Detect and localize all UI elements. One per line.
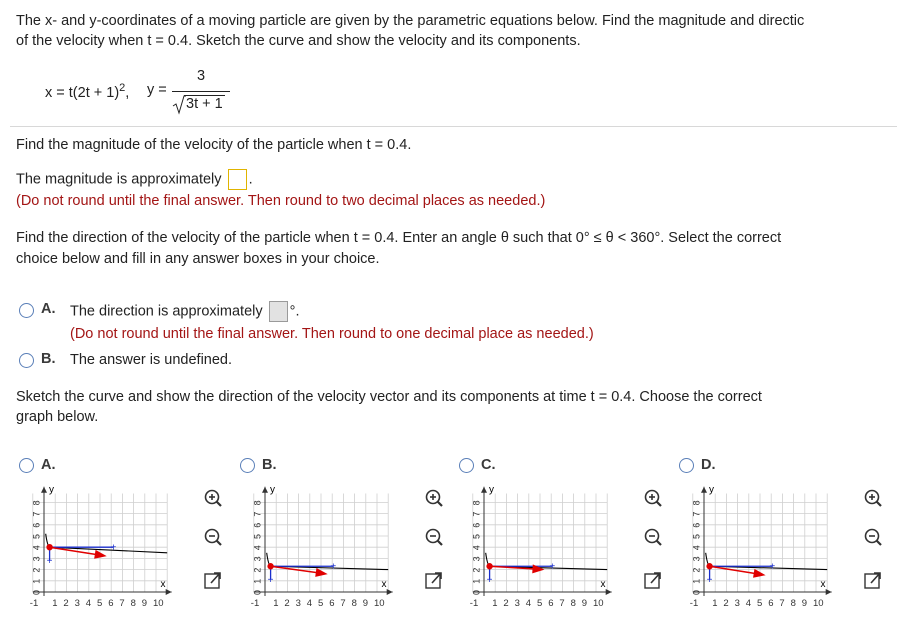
x-tick-label: 9 [141,598,148,609]
magnitude-answer-box[interactable] [228,169,247,190]
y-tick-label: 5 [252,533,263,539]
section-divider [10,126,897,127]
x-tick-label: -1 [29,598,39,609]
q1-prompt: Find the magnitude of the velocity of the particle when t = 0.4. [16,137,412,153]
x-tick-label: 1 [712,598,718,609]
graph-option-c [444,484,624,624]
equation-y-lhs: y = [147,82,167,98]
x-axis-label: x [381,579,387,590]
x-tick-label: 3 [734,598,740,609]
y-axis-label: y [709,484,714,496]
svg-text:+: + [267,575,274,587]
x-tick-label: 7 [119,598,125,609]
y-tick-label: 1 [31,578,42,584]
y-tick-label: 5 [691,533,702,539]
q3-prompt-line-2: graph below. [16,409,99,425]
graph-option-d-letter: D. [701,457,716,473]
x-tick-label: 5 [318,598,324,609]
q2-prompt-line-2: choice below and fill in any answer boxes in your choice. [16,251,380,267]
x-tick-label: 2 [503,598,509,609]
x-tick-label: -1 [469,598,479,609]
problem-line-2: of the velocity when t = 0.4. Sketch the curve and show the velocity and its components. [16,33,581,49]
equation-x [45,82,129,101]
svg-text:+: + [706,575,713,587]
y-axis-label: y [489,484,494,496]
equation-denominator: 3t + 1 [186,96,223,112]
expand-icon[interactable] [642,570,664,592]
particle-point [706,563,712,569]
grid [33,493,167,592]
x-tick-label: 2 [284,598,290,609]
svg-text:+: + [486,575,493,587]
x-tick-label: 8 [570,598,576,609]
y-tick-label: 3 [691,556,702,562]
x-axis-label: x [600,579,606,590]
graph-option-b-letter: B. [262,457,277,473]
q2-prompt-line-1: Find the direction of the velocity of the particle when t = 0.4. Enter an angle θ such that 0° ≤ θ < 360°. Select the correct [16,230,782,246]
x-tick-label: 3 [295,598,301,609]
particle-point [486,563,492,569]
problem-line-1: The x- and y-coordinates of a moving particle are given by the parametric equations below. Find the magnitude and directic [16,13,805,29]
q2-option-a-letter: A. [41,301,56,317]
y-tick-label: 8 [471,500,482,506]
zoom-in-icon[interactable] [423,488,445,510]
svg-text:+: + [46,556,53,568]
equation-separator: , [125,84,130,101]
x-tick-label: 7 [779,598,785,609]
zoom-in-icon[interactable] [642,488,664,510]
y-axis-label: y [49,484,54,496]
y-tick-label: 4 [471,545,482,551]
parametric-curve [267,553,389,570]
q2-option-b-radio[interactable] [19,353,34,368]
x-equation-text: x = t(2t + 1) [45,84,120,101]
svg-text:+: + [769,561,776,573]
y-tick-label: 4 [691,545,702,551]
zoom-out-icon[interactable] [423,527,445,549]
y-tick-label: 8 [252,500,263,506]
x-tick-label: 9 [801,598,808,609]
expand-icon[interactable] [862,570,884,592]
graph-option-c-radio[interactable] [459,458,474,473]
q3-prompt-line-1: Sketch the curve and show the direction of the velocity vector and its components at time t = 0.4. Choose the correct [16,389,762,405]
particle-point [46,544,52,550]
x-tick-label: 5 [97,598,103,609]
x-tick-label: 4 [525,598,532,609]
equation-numerator: 3 [196,68,206,84]
q2-option-a-text: The direction is approximately [70,303,263,320]
x-tick-label: 6 [768,598,774,609]
x-tick-label: 10 [813,598,824,609]
svg-text:+: + [330,561,337,573]
y-tick-label: 3 [31,556,42,562]
graph-option-d-radio[interactable] [679,458,694,473]
y-tick-label: 1 [471,578,482,584]
degree-unit: °. [289,303,300,320]
x-tick-label: 10 [153,598,164,609]
q2-option-a-hint: (Do not round until the final answer. Then round to one decimal place as needed.) [70,326,594,342]
y-tick-label: 4 [31,545,42,551]
q2-option-b-letter: B. [41,351,56,367]
x-tick-label: 9 [362,598,369,609]
graph-option-b [225,484,405,624]
y-tick-label: 2 [31,567,42,573]
graph-option-a [4,484,184,624]
grid [473,493,607,592]
y-tick-label: 0 [691,589,702,595]
y-tick-label: 8 [691,500,702,506]
y-tick-label: 5 [31,533,42,539]
x-exponent: 2 [119,82,126,94]
x-tick-label: 6 [108,598,114,609]
x-tick-label: 3 [514,598,520,609]
zoom-out-icon[interactable] [202,527,224,549]
x-tick-label: 8 [790,598,796,609]
expand-icon[interactable] [423,570,445,592]
y-tick-label: 4 [252,545,263,551]
y-tick-label: 2 [252,567,263,573]
y-tick-label: 7 [471,511,482,517]
y-tick-label: 0 [252,589,263,595]
x-tick-label: 7 [559,598,565,609]
particle-point [267,563,273,569]
y-tick-label: 6 [31,522,42,528]
x-axis-label: x [160,579,166,590]
x-tick-label: 10 [593,598,604,609]
x-tick-label: -1 [250,598,260,609]
y-tick-label: 0 [31,589,42,595]
svg-text:+: + [549,561,556,573]
q1-hint: (Do not round until the final answer. Then round to two decimal places as needed.) [16,193,546,209]
svg-text:+: + [110,542,117,554]
parametric-curve [706,553,828,570]
q2-option-a-radio[interactable] [19,303,34,318]
q1-answer-line [16,169,253,190]
direction-answer-box[interactable] [269,301,288,322]
y-tick-label: 2 [691,567,702,573]
expand-icon[interactable] [202,570,224,592]
y-tick-label: 6 [471,522,482,528]
y-tick-label: 7 [31,511,42,517]
y-tick-label: 2 [471,567,482,573]
x-tick-label: 8 [130,598,136,609]
x-tick-label: 6 [329,598,335,609]
graph-option-a-letter: A. [41,457,56,473]
grid [254,493,388,592]
y-tick-label: 1 [691,578,702,584]
zoom-out-icon[interactable] [642,527,664,549]
x-axis-label: x [820,579,826,590]
x-tick-label: 1 [273,598,279,609]
x-tick-label: 4 [306,598,313,609]
x-tick-label: -1 [689,598,699,609]
x-tick-label: 2 [63,598,69,609]
x-tick-label: 6 [548,598,554,609]
fraction-bar [172,91,230,92]
x-tick-label: 2 [723,598,729,609]
grid [693,493,827,592]
velocity-arrowhead [753,569,766,578]
zoom-in-icon[interactable] [862,488,884,510]
y-tick-label: 3 [252,556,263,562]
velocity-arrowhead [94,550,107,559]
y-tick-label: 5 [471,533,482,539]
y-tick-label: 3 [471,556,482,562]
q1-answer-suffix: . [248,171,253,188]
y-tick-label: 6 [691,522,702,528]
y-tick-label: 1 [252,578,263,584]
zoom-in-icon[interactable] [202,488,224,510]
x-tick-label: 8 [351,598,357,609]
graph-option-b-radio[interactable] [240,458,255,473]
graph-option-d [664,484,844,624]
x-tick-label: 1 [492,598,498,609]
x-tick-label: 5 [537,598,543,609]
y-tick-label: 6 [252,522,263,528]
y-tick-label: 8 [31,500,42,506]
graph-option-c-letter: C. [481,457,496,473]
x-tick-label: 3 [74,598,80,609]
x-tick-label: 10 [374,598,385,609]
q2-option-a-line [70,301,299,322]
x-tick-label: 5 [757,598,763,609]
q1-answer-prefix: The magnitude is approximately [16,171,222,188]
y-tick-label: 7 [252,511,263,517]
x-tick-label: 7 [340,598,346,609]
x-tick-label: 4 [85,598,92,609]
graph-option-a-radio[interactable] [19,458,34,473]
zoom-out-icon[interactable] [862,527,884,549]
y-axis-label: y [270,484,275,496]
x-tick-label: 1 [52,598,58,609]
q2-option-b-text: The answer is undefined. [70,352,233,368]
x-tick-label: 4 [745,598,752,609]
x-tick-label: 9 [581,598,588,609]
y-tick-label: 7 [691,511,702,517]
y-tick-label: 0 [471,589,482,595]
